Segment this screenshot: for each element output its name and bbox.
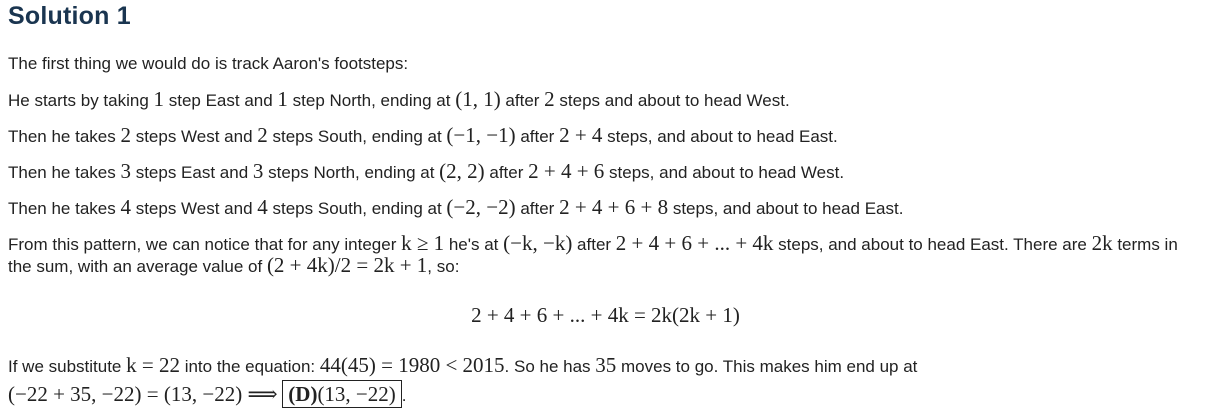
text: steps West and: [130, 199, 258, 218]
text: step East and: [164, 91, 278, 110]
math: 2 + 4: [559, 123, 603, 147]
math: 1: [153, 87, 165, 111]
text: after: [500, 91, 545, 110]
text: From this pattern, we can notice that for any integer: [8, 235, 402, 254]
math: (2 + 4k)/2 = 2k + 1: [266, 253, 428, 277]
text: . So he has: [504, 357, 596, 376]
math: 3: [120, 159, 131, 183]
step-line-3: [8, 161, 844, 183]
text: steps, and about to head East.: [602, 127, 838, 146]
answer-value: (13, −22): [317, 382, 396, 406]
text: after: [515, 127, 560, 146]
math: 4: [120, 195, 131, 219]
text: steps West and: [130, 127, 258, 146]
text: steps South, ending at: [267, 199, 447, 218]
text: Then he takes: [8, 163, 121, 182]
text: steps, and about to head East.: [668, 199, 904, 218]
math: 2 + 4 + 6 + ... + 4k: [615, 231, 774, 255]
math: (−2, −2): [446, 195, 516, 219]
intro-text: The first thing we would do is track Aaron's footsteps:: [8, 54, 409, 73]
math: 2 + 4 + 6 + 8: [559, 195, 669, 219]
pattern-paragraph: [8, 233, 1198, 277]
step-line-4: [8, 197, 903, 219]
math: 2: [544, 87, 555, 111]
text: into the equation:: [179, 357, 320, 376]
math: (2, 2): [439, 159, 485, 183]
math: (−1, −1): [446, 123, 516, 147]
math: k ≥ 1: [401, 231, 445, 255]
step-line-2: [8, 125, 838, 147]
math: 44(45) = 1980 < 2015: [319, 353, 505, 377]
math: 35: [595, 353, 617, 377]
final-paragraph: [8, 352, 1198, 409]
text: Then he takes: [8, 127, 121, 146]
text: , so:: [427, 257, 460, 276]
text: after: [572, 235, 616, 254]
math: k = 22: [126, 353, 180, 377]
text: steps and about to head West.: [554, 91, 790, 110]
math: 2 + 4 + 6: [528, 159, 605, 183]
text: terms in the sum, with an average value of: [8, 235, 1178, 276]
text: moves to go. This makes him end up at: [616, 357, 918, 376]
text: after: [484, 163, 529, 182]
math: 3: [252, 159, 264, 183]
text: steps East and: [130, 163, 253, 182]
answer-label: (D): [288, 382, 318, 406]
math: 1: [277, 87, 288, 111]
math: (1, 1): [455, 87, 501, 111]
text: steps, and about to head West.: [604, 163, 845, 182]
text: steps North, ending at: [263, 163, 440, 182]
text: .: [401, 386, 407, 405]
text: after: [515, 199, 560, 218]
math: 2: [120, 123, 131, 147]
text: step North, ending at: [287, 91, 456, 110]
math: (−k, −k): [503, 231, 573, 255]
text: he's at: [444, 235, 504, 254]
display-equation: 2 + 4 + 6 + ... + 4k = 2k(2k + 1): [471, 303, 740, 327]
math: 4: [257, 195, 268, 219]
text: He starts by taking: [8, 91, 154, 110]
text: steps, and about to head East. There are: [773, 235, 1092, 254]
text: If we substitute: [8, 357, 127, 376]
solution-heading: Solution 1: [8, 2, 131, 30]
answer-box: [282, 380, 402, 408]
text: Then he takes: [8, 199, 121, 218]
step-line-1: [8, 89, 790, 111]
math: (−22 + 35, −22) = (13, −22) ⟹: [8, 382, 278, 406]
text: steps South, ending at: [267, 127, 447, 146]
math: 2k: [1091, 231, 1113, 255]
math: 2: [257, 123, 268, 147]
